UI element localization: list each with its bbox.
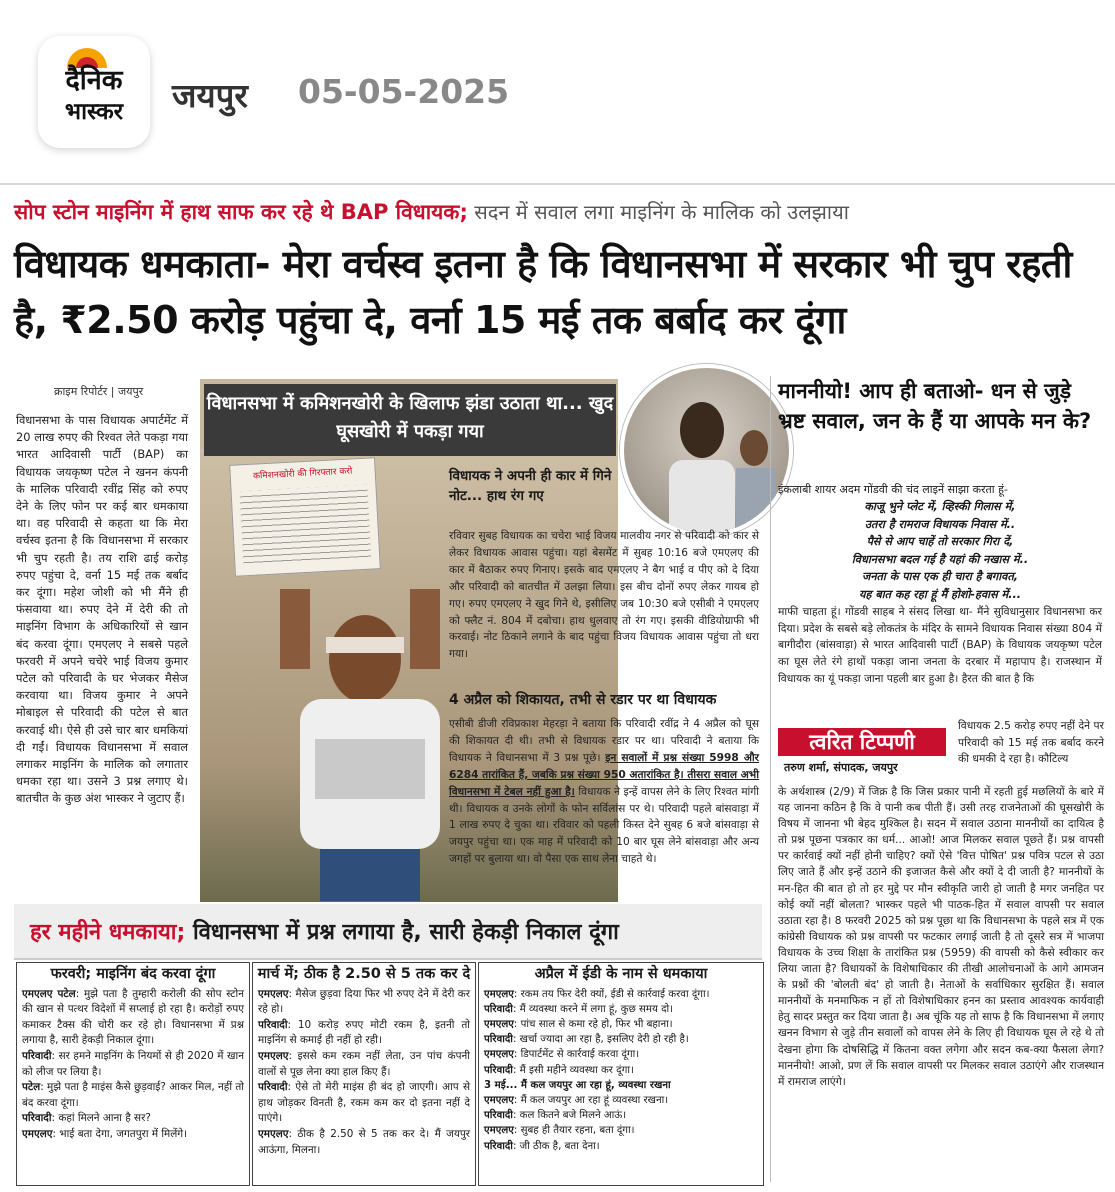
subheading-rest: , व्यवस्था रखना bbox=[610, 1079, 671, 1091]
speaker: एमएलए bbox=[484, 1019, 514, 1030]
conversation-box-february bbox=[16, 962, 250, 1186]
app-header bbox=[0, 0, 1115, 170]
arrest-inset-image bbox=[624, 368, 789, 533]
dialogue: : इससे कम रकम नहीं लेता, उन पांच कंपनी वालों से पूछ लेना क्या हाल किए हैं। bbox=[258, 1049, 470, 1078]
speaker: एमएलए bbox=[484, 1049, 514, 1061]
placard-text-lines bbox=[240, 485, 372, 566]
kicker bbox=[14, 198, 849, 226]
speaker: एमएलए bbox=[258, 987, 289, 1000]
opinion-para-2: विधायक 2.5 करोड़ रुपए नहीं देने पर परिवादी को 15 मई तक बर्बाद करने की धमकी दे रहा है। कौटिल्य bbox=[958, 719, 1104, 766]
band-black: विधानसभा में प्रश्न लगाया है, सारी हेकड़ी निकाल दूंगा bbox=[185, 920, 619, 945]
dialogue: : मुझे पता है तुम्हारी करोली की सोप स्टोन की खान से पत्थर विदेशों में सप्लाई हो रहा है। करोड़ों रुपए कमाकर टैक्स की चोरी कर रहे हो। विधानसभा में प्रश्न लगाया है, सारी हेकड़ी निकाल दूंगा। bbox=[22, 987, 244, 1047]
tag-label: त्वरित टिप्पणी bbox=[778, 728, 946, 756]
speaker: परिवादी bbox=[258, 1081, 288, 1094]
photo-caption: विधानसभा में कमिशनखोरी के खिलाफ झंडा उठाता था... खुद घूसखोरी में पकड़ा गया bbox=[204, 384, 616, 456]
speaker: परिवादी bbox=[22, 1049, 52, 1062]
opinion-poem bbox=[778, 498, 1102, 603]
poem-line: काजू भुने प्लेट में, व्हिस्की गिलास में, bbox=[864, 500, 1016, 513]
edition-date: 05-05-2025 bbox=[298, 72, 510, 111]
kicker-red: सोप स्टोन माइनिंग में हाथ साफ कर रहे थे BAP विधायक; bbox=[14, 200, 468, 224]
speaker: परिवादी bbox=[484, 1110, 513, 1122]
tag-byline: तरुण शर्मा, संपादक, जयपुर bbox=[784, 761, 898, 774]
dialogue: : जी ठीक है, बता देना। bbox=[512, 1140, 600, 1152]
col3-part-a: एसीबी डीजी रविप्रकाश मेहरड़ा ने बताया कि परिवादी रवींद्र ने 4 अप्रैल को घूस की शिकायत दी थी। तभी से विधायक रडार पर था। परिवादी ने बताया कि विधायक ने विधानसभा में 3 प्रश्न पूछे। bbox=[449, 718, 759, 764]
dialogue: : खर्चा ज्यादा आ रहा है, इसलिए देरी हो रही है। bbox=[512, 1034, 689, 1046]
column-divider bbox=[770, 376, 771, 1182]
speaker: परिवादी bbox=[484, 1064, 513, 1076]
dialogue: : मुझे पता है माइंस कैसे छुड़वाई? आकर मिल, नहीं तो बंद करवा दूंगा। bbox=[22, 1081, 244, 1109]
placard-title: कमिशनखोरी की गिरफ्तार करो bbox=[252, 466, 353, 482]
header-divider bbox=[0, 183, 1115, 185]
poem-line: विधानसभा बदल गई है यहां की नखास में.. bbox=[851, 552, 1029, 566]
headline: विधायक धमकाता- मेरा वर्चस्व इतना है कि विधानसभा में सरकार भी चुप रहती है, ₹2.50 करोड़ पहुंचा दे, वर्ना 15 मई तक बर्बाद कर दूंगा bbox=[14, 242, 1072, 342]
poem-line: जनता के पास एक ही चारा है बगावत, bbox=[862, 570, 1018, 583]
dialogue: : रकम तय फिर देरी क्यों, ईडी से कार्रवाई करवा दूंगा। bbox=[513, 988, 710, 1000]
opinion-para-3: के अर्थशास्त्र (2/9) में जिक्र है कि जिस प्रकार पानी में रहती हुई मछलियों के बारे में यह जानना कठिन है कि वे पानी कब पीती हैं। उसी तरह राजनेताओं की घूसखोरी के विषय में जानना भी बेहद मुश्किल है। सदन में सवाल उठाना माननीयों का दायित्व है तो प्रश्न पूछना पत्रकार का धर्म... आओ! आज मिलकर सवाल पूछते हैं। प्रश्न वापसी पर कार्रवाई क्यों नहीं होनी चाहिए? क्यों ऐसे 'वित्त पोषित' प्रश्न पवित्र पटल से उठा लिए जाते हैं और इन्हें उठाने की इजाजत कैसे और क्यों दे दी जाती है? माननीयों के मन-हित की बात हो तो हर मुद्दे पर मौन स्वीकृति जारी हो जाती है मगर जनहित पर कोई क्यों नहीं बोलता? भास्कर पहले भी पाठक-हित में सवाल वापसी पर सवाल उठाता रहा है। 8 फरवरी 2025 को प्रश्न पूछा था कि विधानसभा के पहले सत्र में एक कांग्रेसी विधायक को प्रश्न वापसी पर फटकार लगाई जाती है तो दूसरे सत्र में भाजपा विधायक के उच्च शिक्षा के तारांकित प्रश्न (5959) की वापसी को कैसे स्वीकार कर लिया जाता है? विधायकों के विशेषाधिकार की तीखी आलोचनाओं के आगे आमजन के प्रश्नों की 'बोलती बंद' हो जाती है। नेताओं के सर्वाधिकार सुरक्षित हैं। सवाल माननीयों के मनमाफिक न हों तो विशेषाधिकार हनन का प्रस्ताव आवश्यक कार्यवाही हेतु सादर प्रस्तुत कर दिया जाता है। अब चूंकि यह तो साफ है कि विधानसभा में लगाए खनन विभाग से जुड़े तीन सवालों को वापस लेने के लिए ही विधायक घूस ले रहे थे तो देखना होगा कि दोषसिद्धि में कितना वक्त लगेगा और सदन कब-क्या फैसला लेगा? माननीयो! आओ, प्रण लें कि सवाल वापसी पर मिलकर सवाल उठाएंगे और राजस्थान में रामराज लाएंगे। bbox=[778, 785, 1104, 1088]
band-heading bbox=[30, 916, 619, 946]
dialogue: : सर हमने माइनिंग के नियमों से ही 2020 में खान को लीज पर लिया है। bbox=[22, 1049, 244, 1078]
dialogue: : 10 करोड़ रुपए मोटी रकम है, इतनी तो माइनिंग से कमाई ही नहीं हो रही। bbox=[258, 1018, 470, 1047]
dialogue: : ठीक है 2.50 से 5 तक कर दे। मैं जयपुर आऊंगा, मिलना। bbox=[258, 1127, 470, 1156]
speaker: एमएलए bbox=[258, 1127, 289, 1140]
dialogue: : सुबह ही तैयार रहना, बता दूंगा। bbox=[513, 1125, 635, 1137]
logo-line2: भास्कर bbox=[64, 99, 124, 125]
conversation-box-march bbox=[252, 962, 476, 1186]
threat-band bbox=[14, 904, 762, 960]
story-column-1: विधानसभा के पास विधायक अपार्टमेंट में 20 लाख रुपए की रिश्वत लेते पकड़ा गया भारत आदिवासी पार्टी (BAP) का विधायक जयकृष्ण पटेल ने खनन कंपनी के मालिक परिवादी रवींद्र सिंह को रुपए देने के लिए फोन पर कई बार धमकाया था। वह परिवादी से कहता था कि मेरा वर्चस्व इतना है कि विधानसभा में सरकार भी चुप रहती है। तय राशि ढाई करोड़ रुपए पहुंचा दे, वर्ना 15 मई तक बर्बाद कर दूंगा। महेश जोशी को भी मैंने ही फंसवाया था। रुपए देने में देरी की तो माइनिंग विभाग के अधिकारियों से खान बंद करवा दूंगा। एमएलए ने सबसे पहले फरवरी में अपने चचेरे भाई विजय कुमार पटेल को परिवादी के घर भेजकर मैसेज करवाया था। विजय कुमार ने अपने मोबाइल से परिवादी की पटेल से बात करवाई थी। ऐसे ही उसे चार बार धमकियां दी गईं। विधायक विधानसभा में सवाल लगाकर माइनिंग के मालिक को लगातार धमका रहा था। उसने 3 प्रश्न लगाए थे। बातचीत के कुछ अंश भास्कर ने जुटाए हैं। bbox=[16, 413, 188, 806]
col3-underlined: इन सवालों में प्रश्न संख्या 5998 और 6284 तारांकित हैं, जबकि प्रश्न संख्या 950 अतारांकित है। तीसरा सवाल अभी विधानसभा में टेबल नहीं हुआ है। bbox=[449, 751, 759, 798]
col3-part-b: विधायक ने इन्हें वापस लेने के लिए रिश्वत मांगी थी। विधायक व उनके लोगों के फोन सर्विलांस पर थे। परिवादी पहले बांसवाड़ा में 1 लाख रुपए दे चुका था। रविवार को पहली किस्त देने सुबह 6 बजे बांसवाड़ा से जयपुर पहुंचा था। एक माह में परिवादी को 10 बार घूस लेने बांसवाड़ा और अन्य जगहों पर बुलाया था। वो पैसा एक साथ लेना चाहते थे। bbox=[449, 785, 759, 866]
dialogue: : मैं व्यवस्था करने में लगा हूं, कुछ समय दो। bbox=[512, 1003, 674, 1015]
story-column-3 bbox=[449, 716, 759, 868]
box-heading: मार्च में; ठीक है 2.50 से 5 तक कर दे bbox=[257, 966, 471, 982]
box-heading: फरवरी; माइनिंग बंद करवा दूंगा bbox=[50, 966, 216, 982]
opinion-para-1: माफी चाहता हूं। गोंडवी साहब ने संसद लिखा था- मैंने सुविधानुसार विधानसभा कर दिया। प्रदेश के सबसे बड़े लोकतंत्र के मंदिर के सामने विधायक निवास संख्या 804 में बागीदौरा (बांसवाड़ा) से भारत आदिवासी पार्टी (BAP) के विधायक जयकृष्ण पटेल का घूस लेते रंगे हाथों पकड़ा जाना जनता के दरबार में महापाप है। राजस्थान में विधायक का यूं पकड़ा जाना पहली बार हुआ है। हैरत की बात है कि bbox=[778, 605, 1102, 685]
dialogue: : भाई बता देगा, जगतपुरा में मिलेंगे। bbox=[52, 1127, 188, 1140]
speaker: एमएलए bbox=[258, 1049, 289, 1062]
dainik-bhaskar-logo[interactable] bbox=[38, 36, 150, 148]
dialogue: : मैसेज छुड़वा दिया फिर भी रुपए देने में देरी कर रहे हो। bbox=[258, 987, 470, 1016]
byline: क्राइम रिपोर्टर | जयपुर bbox=[54, 385, 144, 398]
tvarit-tippani-badge bbox=[778, 722, 950, 778]
dialogue: : मैं इसी महीने व्यवस्था कर दूंगा। bbox=[512, 1064, 634, 1076]
subheading: 3 मई... मैं कल जयपुर आ रहा हूं bbox=[484, 1079, 611, 1091]
speaker: एमएलए bbox=[484, 988, 514, 1000]
box-heading: अप्रैल में ईडी के नाम से धमकाया bbox=[534, 966, 708, 982]
subhead-car: विधायक ने अपनी ही कार में गिने नोट... हाथ रंग गए bbox=[449, 468, 612, 504]
edition-city: जयपुर bbox=[172, 76, 248, 115]
speaker: एमएलए bbox=[484, 1125, 514, 1137]
dialogue: : ऐसे तो मेरी माइंस ही बंद हो जाएगी। आप से हाथ जोड़कर विनती है, रकम कम कर दो इतना नहीं दे पाएंगे। bbox=[258, 1081, 470, 1125]
band-red: हर महीने धमकाया; bbox=[30, 920, 186, 945]
dialogue: : कल कितने बजे मिलने आऊं। bbox=[512, 1110, 627, 1122]
arrest-inset-photo bbox=[620, 364, 793, 537]
mla-figure-image bbox=[270, 529, 470, 901]
story-column-2: रविवार सुबह विधायक का चचेरा भाई विजय मालवीय नगर से परिवादी को कार से लेकर विधायक आवास पहुंचा। यहां बेसमेंट में सुबह 10:16 बजे एमएलए की कार में बैठाकर रुपए गिनाए। इसके बाद एमएलए ने बैग भाई व पीए को दे दिया और परिवादी को बातचीत में उलझा लिया। इस बीच दोनों रुपए लेकर गायब हो गए। रुपए एमएलए ने खुद गिने थे, इसीलिए जब 10:30 बजे एसीबी ने एमएलए को फ्लैट नं. 804 में दबोचा। हाथ धुलवाए तो रंग गए। इसकी वीडियोग्राफी भी करवाई। नोट ठिकाने लगाने के बाद पहुंचा विजय विधायक आवास पहुंचा तो धरा गया। bbox=[449, 530, 759, 661]
speaker: परिवादी bbox=[484, 1003, 513, 1015]
speaker: एमएलए bbox=[22, 1127, 53, 1140]
placard bbox=[229, 457, 381, 576]
subhead-complaint: 4 अप्रैल को शिकायत, तभी से रडार पर था विधायक bbox=[449, 692, 717, 708]
logo-line1: दैनिक bbox=[65, 65, 123, 96]
dialogue: : पांच साल से कमा रहे हो, फिर भी बहाना। bbox=[513, 1019, 673, 1030]
speaker: परिवादी bbox=[484, 1140, 513, 1152]
dialogue: : कहां मिलने आना है सर? bbox=[51, 1112, 151, 1125]
speaker: एमएलए पटेल bbox=[22, 987, 76, 1000]
box-text bbox=[253, 987, 475, 1159]
speaker: परिवादी bbox=[484, 1034, 513, 1046]
dialogue: : डिपार्टमेंट से कार्रवाई करवा दूंगा। bbox=[513, 1049, 640, 1061]
box-text bbox=[17, 987, 249, 1143]
kicker-grey: सदन में सवाल लगा माइनिंग के मालिक को उलझाया bbox=[467, 200, 849, 224]
poem-line: यह बात कह रहा हूं मैं होशो-हवास में... bbox=[859, 587, 1021, 601]
speaker: परिवादी bbox=[22, 1112, 52, 1125]
conversation-box-april bbox=[478, 962, 764, 1186]
speaker: एमएलए bbox=[484, 1095, 514, 1107]
opinion-heading: माननीयो! आप ही बताओ- धन से जुड़े भ्रष्ट सवाल, जन के हैं या आपके मन के? bbox=[778, 379, 1092, 433]
speaker: परिवादी bbox=[258, 1018, 288, 1031]
poem-line: पैसे से आप चाहें तो सरकार गिरा दें, bbox=[866, 535, 1014, 548]
dialogue: : मैं कल जयपुर आ रहा हूं व्यवस्था रखना। bbox=[513, 1095, 669, 1107]
speaker: पटेल bbox=[22, 1081, 41, 1094]
poem-line: उतरा है रामराज विधायक निवास में.. bbox=[864, 517, 1016, 531]
opinion-intro: इंकलाबी शायर अदम गोंडवी की चंद लाइनें साझा करता हूं- bbox=[778, 483, 1008, 496]
box-text bbox=[479, 987, 763, 1154]
